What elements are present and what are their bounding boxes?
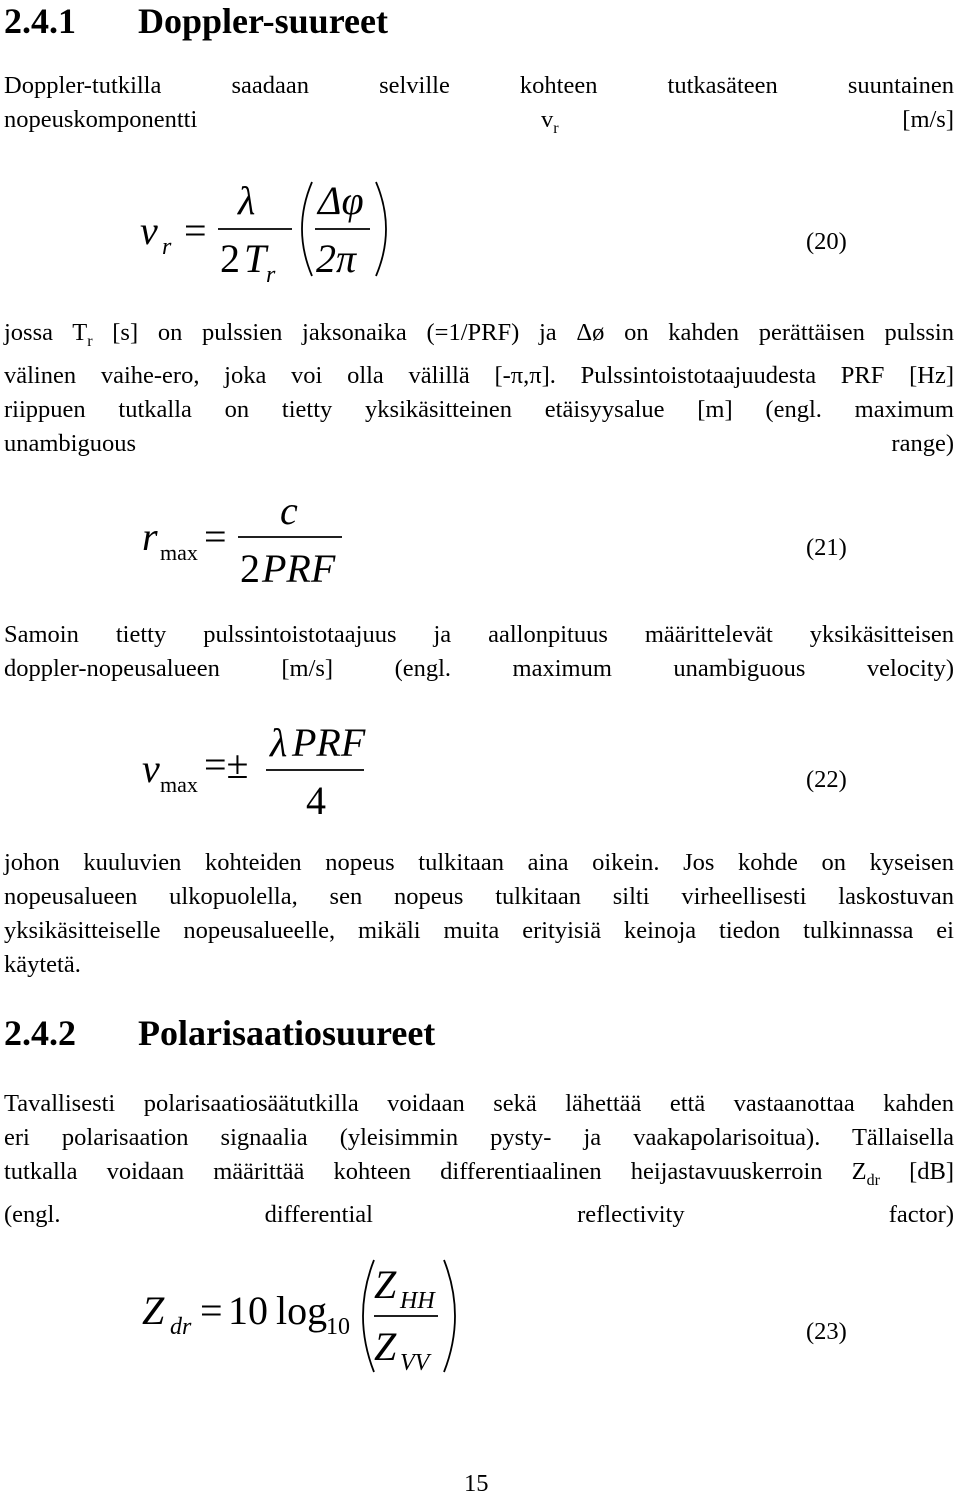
eq-operator: = bbox=[200, 1288, 223, 1333]
eq-symbol: v bbox=[140, 208, 158, 253]
section-heading-doppler bbox=[4, 0, 388, 42]
equation-23 bbox=[130, 1252, 490, 1382]
text-line: doppler-nopeusalueen [m/s] (engl. maximum unambiguous velocity) bbox=[4, 655, 954, 682]
text-line: Doppler-tutkilla saadaan selville kohteen tutkasäteen suuntainen bbox=[4, 72, 954, 99]
paragraph-aliasing bbox=[4, 846, 954, 982]
text-span: on kahden perättäisen pulssin bbox=[604, 319, 954, 346]
eq-coefficient: 2 bbox=[240, 546, 260, 591]
paragraph-velocity bbox=[4, 618, 954, 686]
text-span: jossa T bbox=[4, 319, 88, 346]
eq-subscript: r bbox=[162, 234, 172, 260]
text-line: Tavallisesti polarisaatiosäätutkilla voidaan sekä lähettää että vastaanottaa kahden bbox=[4, 1090, 954, 1117]
equation-number: (23) bbox=[806, 1318, 847, 1345]
eq-numerator: Δφ bbox=[318, 178, 364, 223]
section-title: Polarisaatiosuureet bbox=[138, 1013, 436, 1053]
eq-numerator: PRF bbox=[292, 720, 366, 765]
left-paren bbox=[363, 1260, 374, 1372]
equation-22 bbox=[130, 718, 380, 828]
text-span: Δø bbox=[576, 319, 605, 346]
eq-numerator: λ bbox=[238, 178, 256, 223]
left-paren bbox=[302, 182, 312, 276]
eq-function: log bbox=[276, 1288, 328, 1333]
text-line: unambiguous range) bbox=[4, 429, 954, 457]
equation-number: (22) bbox=[806, 766, 847, 793]
eq-subscript: r bbox=[266, 262, 276, 288]
subscript: r bbox=[87, 332, 93, 350]
eq-subscript: VV bbox=[400, 1350, 430, 1376]
text-line: yksikäsitteiselle nopeusalueelle, mikäli muita erityisiä keinoja tiedon tulkinnassa ei bbox=[4, 917, 954, 944]
equation-number: (20) bbox=[806, 228, 847, 255]
eq-numerator: c bbox=[280, 490, 298, 533]
paragraph-polarisation bbox=[4, 1087, 954, 1232]
eq-symbol: Z bbox=[142, 1288, 165, 1333]
section-title: Doppler-suureet bbox=[138, 1, 388, 41]
section-number: 2.4.2 bbox=[4, 1013, 76, 1053]
eq-subscript: dr bbox=[170, 1314, 192, 1340]
eq-denominator: 4 bbox=[306, 778, 326, 823]
text-span: nopeuskomponentti v bbox=[4, 106, 554, 133]
page-number: 15 bbox=[464, 1470, 489, 1497]
text-line: käytetä. bbox=[4, 951, 81, 978]
eq-subscript: max bbox=[160, 540, 198, 565]
right-paren bbox=[376, 182, 386, 276]
text-line: välinen vaihe-ero, joka voi olla välillä [-π,π]. Pulssintoistotaajuudesta PRF [Hz] bbox=[4, 361, 954, 389]
eq-subscript: max bbox=[160, 772, 198, 797]
equation-21 bbox=[130, 490, 370, 600]
text-line bbox=[4, 103, 954, 146]
text-line: nopeusalueen ulkopuolella, sen nopeus tulkitaan silti virheellisesti laskostuvan bbox=[4, 883, 954, 910]
paragraph-pulse bbox=[4, 316, 954, 461]
eq-subscript: HH bbox=[400, 1288, 435, 1314]
text-line bbox=[4, 316, 954, 359]
section-number: 2.4.1 bbox=[4, 1, 76, 41]
eq-log-base: 10 bbox=[326, 1314, 350, 1340]
eq-operator: = bbox=[204, 514, 227, 559]
text-line: eri polarisaation signaalia (yleisimmin pysty- ja vaakapolarisoitua). Tällaisella bbox=[4, 1124, 954, 1151]
eq-numerator-symbol: λ bbox=[270, 720, 288, 765]
eq-denominator: Z bbox=[374, 1324, 397, 1369]
eq-operator: = bbox=[184, 208, 207, 253]
right-paren bbox=[444, 1260, 455, 1372]
eq-symbol: r bbox=[142, 514, 158, 559]
eq-denominator: PRF bbox=[262, 546, 336, 591]
text-line: Samoin tietty pulssintoistotaajuus ja aallonpituus määrittelevät yksikäsitteisen bbox=[4, 621, 954, 648]
text-line bbox=[4, 1155, 954, 1198]
eq-symbol: v bbox=[142, 746, 160, 791]
paragraph-intro bbox=[4, 69, 954, 146]
eq-operator: =± bbox=[204, 742, 249, 787]
equation-number: (21) bbox=[806, 534, 847, 561]
text-span: [dB] bbox=[879, 1158, 954, 1185]
text-line: (engl. differential reflectivity factor) bbox=[4, 1200, 954, 1228]
text-span: [s] on pulssien jaksonaika (=1/PRF) ja bbox=[92, 319, 577, 346]
equation-20 bbox=[130, 168, 410, 288]
text-span: tutkalla voidaan määrittää kohteen differentiaalinen heijastavuuskerroin Z bbox=[4, 1158, 867, 1185]
text-span: [m/s] bbox=[558, 106, 954, 133]
text-line: riippuen tutkalla on tietty yksikäsitteinen etäisyysalue [m] (engl. maximum bbox=[4, 395, 954, 423]
eq-denominator: 2π bbox=[316, 236, 357, 281]
text-line: johon kuuluvien kohteiden nopeus tulkitaan aina oikein. Jos kohde on kyseisen bbox=[4, 849, 954, 876]
eq-coefficient: 10 bbox=[228, 1288, 268, 1333]
eq-numerator: Z bbox=[374, 1262, 397, 1307]
section-heading-polarisation bbox=[4, 1012, 435, 1054]
eq-coefficient: 2 bbox=[220, 236, 240, 281]
eq-denominator: T bbox=[244, 236, 267, 281]
subscript: dr bbox=[866, 1171, 880, 1189]
subscript: r bbox=[553, 119, 559, 137]
